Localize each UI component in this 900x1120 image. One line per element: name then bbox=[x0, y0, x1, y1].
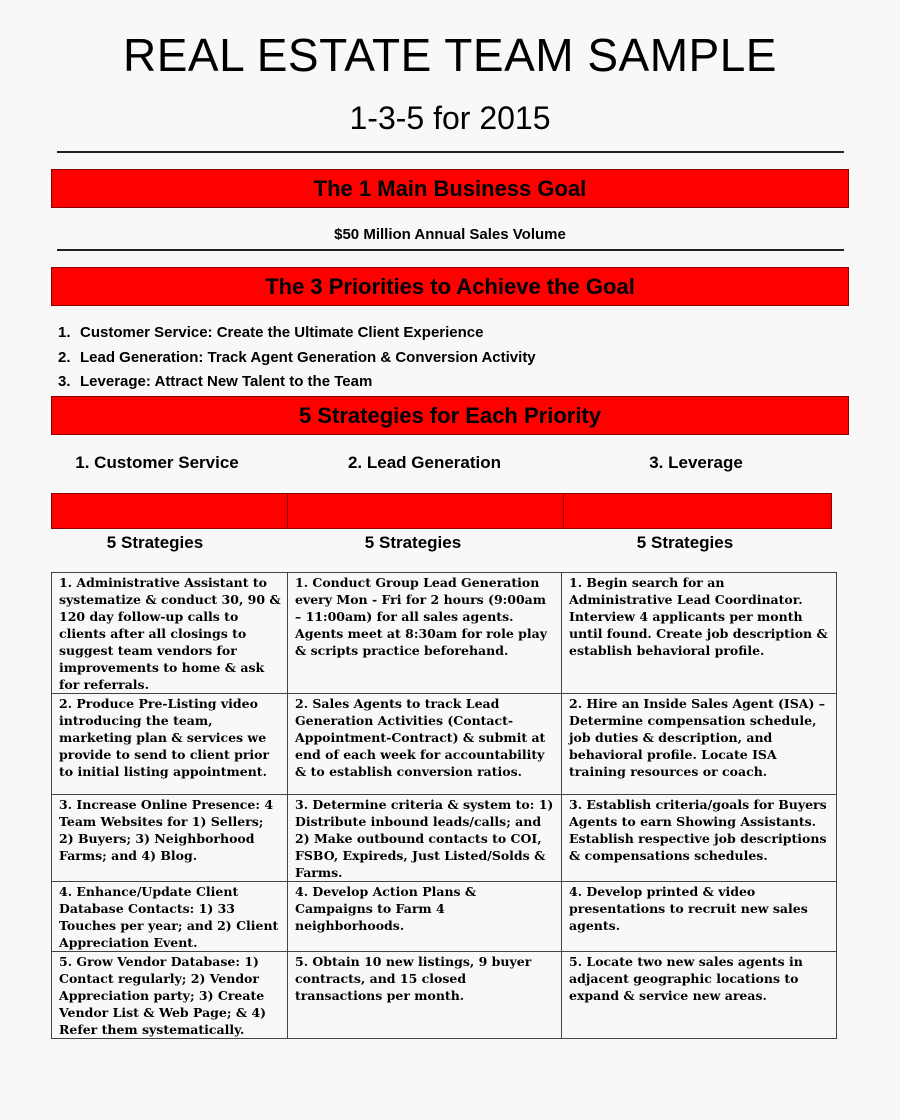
strategy-cell: 3. Establish criteria/goals for Buyers Agents to earn Showing Assistants. Establish respective job descriptions & compensations schedules. bbox=[562, 795, 837, 882]
goal-banner bbox=[51, 169, 849, 208]
strategy-cell: 3. Determine criteria & system to: 1) Distribute inbound leads/calls; and 2) Make outbound contacts to COI, FSBO, Expireds, Just Listed/Solds & Farms. bbox=[288, 795, 562, 882]
table-row bbox=[52, 882, 837, 952]
column-heading-customer-service: 1. Customer Service bbox=[75, 453, 239, 472]
column-heading-lead-generation: 2. Lead Generation bbox=[347, 453, 502, 472]
strategy-cell: 1. Conduct Group Lead Generation every Mon - Fri for 2 hours (9:00am – 11:00am) for all sales agents. Agents meet at 8:30am for role play & scripts practice beforehand. bbox=[288, 573, 562, 694]
goal-value: $50 Million Annual Sales Volume bbox=[334, 226, 566, 243]
strategies-subheading: 5 Strategies bbox=[636, 533, 734, 552]
priority-item bbox=[58, 323, 536, 348]
priority-number: 3. bbox=[58, 373, 71, 390]
table-row bbox=[52, 795, 837, 882]
strategies-subheading: 5 Strategies bbox=[106, 533, 204, 552]
column-color-bar bbox=[51, 493, 289, 529]
table-row bbox=[52, 573, 837, 694]
priorities-banner bbox=[51, 267, 849, 306]
strategy-cell: 3. Increase Online Presence: 4 Team Websites for 1) Sellers; 2) Buyers; 3) Neighborhood Farms; and 4) Blog. bbox=[52, 795, 288, 882]
column-color-bar bbox=[287, 493, 565, 529]
priorities-banner-label: The 3 Priorities to Achieve the Goal bbox=[265, 273, 635, 299]
priority-text: Lead Generation: Track Agent Generation & Conversion Activity bbox=[80, 348, 536, 366]
strategy-cell: 4. Enhance/Update Client Database Contacts: 1) 33 Touches per year; and 2) Client Appreciation Event. bbox=[52, 882, 288, 952]
priorities-list bbox=[58, 323, 536, 397]
strategy-cell: 1. Begin search for an Administrative Lead Coordinator. Interview 4 applicants per month until found. Create job description & establish behavioral profile. bbox=[562, 573, 837, 694]
strategies-banner bbox=[51, 396, 849, 435]
strategies-banner-label: 5 Strategies for Each Priority bbox=[299, 402, 601, 428]
strategy-cell: 5. Grow Vendor Database: 1) Contact regularly; 2) Vendor Appreciation party; 3) Create Vendor List & Web Page; & 4) Refer them systematically. bbox=[52, 952, 288, 1039]
column-color-bar bbox=[563, 493, 832, 529]
goal-banner-label: The 1 Main Business Goal bbox=[313, 175, 587, 201]
strategy-cell: 4. Develop Action Plans & Campaigns to Farm 4 neighborhoods. bbox=[288, 882, 562, 952]
strategy-cell: 5. Locate two new sales agents in adjacent geographic locations to expand & service new areas. bbox=[562, 952, 837, 1039]
strategies-subheading: 5 Strategies bbox=[364, 533, 462, 552]
strategy-cell: 2. Produce Pre-Listing video introducing the team, marketing plan & services we provide to send to client prior to initial listing appointment. bbox=[52, 694, 288, 795]
strategy-cell: 2. Hire an Inside Sales Agent (ISA) – Determine compensation schedule, job duties & description, and behavioral profile. Locate ISA training resources or coach. bbox=[562, 694, 837, 795]
priority-text: Customer Service: Create the Ultimate Client Experience bbox=[80, 324, 484, 341]
priority-item bbox=[58, 372, 536, 397]
strategy-cell: 4. Develop printed & video presentations to recruit new sales agents. bbox=[562, 882, 837, 952]
priority-text: Leverage: Attract New Talent to the Team bbox=[80, 373, 373, 390]
page-subtitle: 1-3-5 for 2015 bbox=[349, 100, 551, 136]
table-row bbox=[52, 952, 837, 1039]
strategy-cell: 2. Sales Agents to track Lead Generation Activities (Contact-Appointment-Contract) & submit at end of each week for accountability & to establish conversion ratios. bbox=[288, 694, 562, 795]
priority-number: 1. bbox=[58, 324, 71, 341]
table-row bbox=[52, 694, 837, 795]
divider bbox=[57, 249, 844, 251]
priority-item bbox=[58, 348, 536, 373]
strategies-table bbox=[51, 572, 837, 1039]
page-title: REAL ESTATE TEAM SAMPLE bbox=[123, 29, 777, 81]
strategy-cell: 5. Obtain 10 new listings, 9 buyer contracts, and 15 closed transactions per month. bbox=[288, 952, 562, 1039]
divider bbox=[57, 151, 844, 153]
column-heading-leverage: 3. Leverage bbox=[649, 453, 743, 472]
strategy-cell: 1. Administrative Assistant to systematize & conduct 30, 90 & 120 day follow-up calls to clients after all closings to suggest team vendors for improvements to home & ask for referrals. bbox=[52, 573, 288, 694]
priority-number: 2. bbox=[58, 348, 71, 366]
